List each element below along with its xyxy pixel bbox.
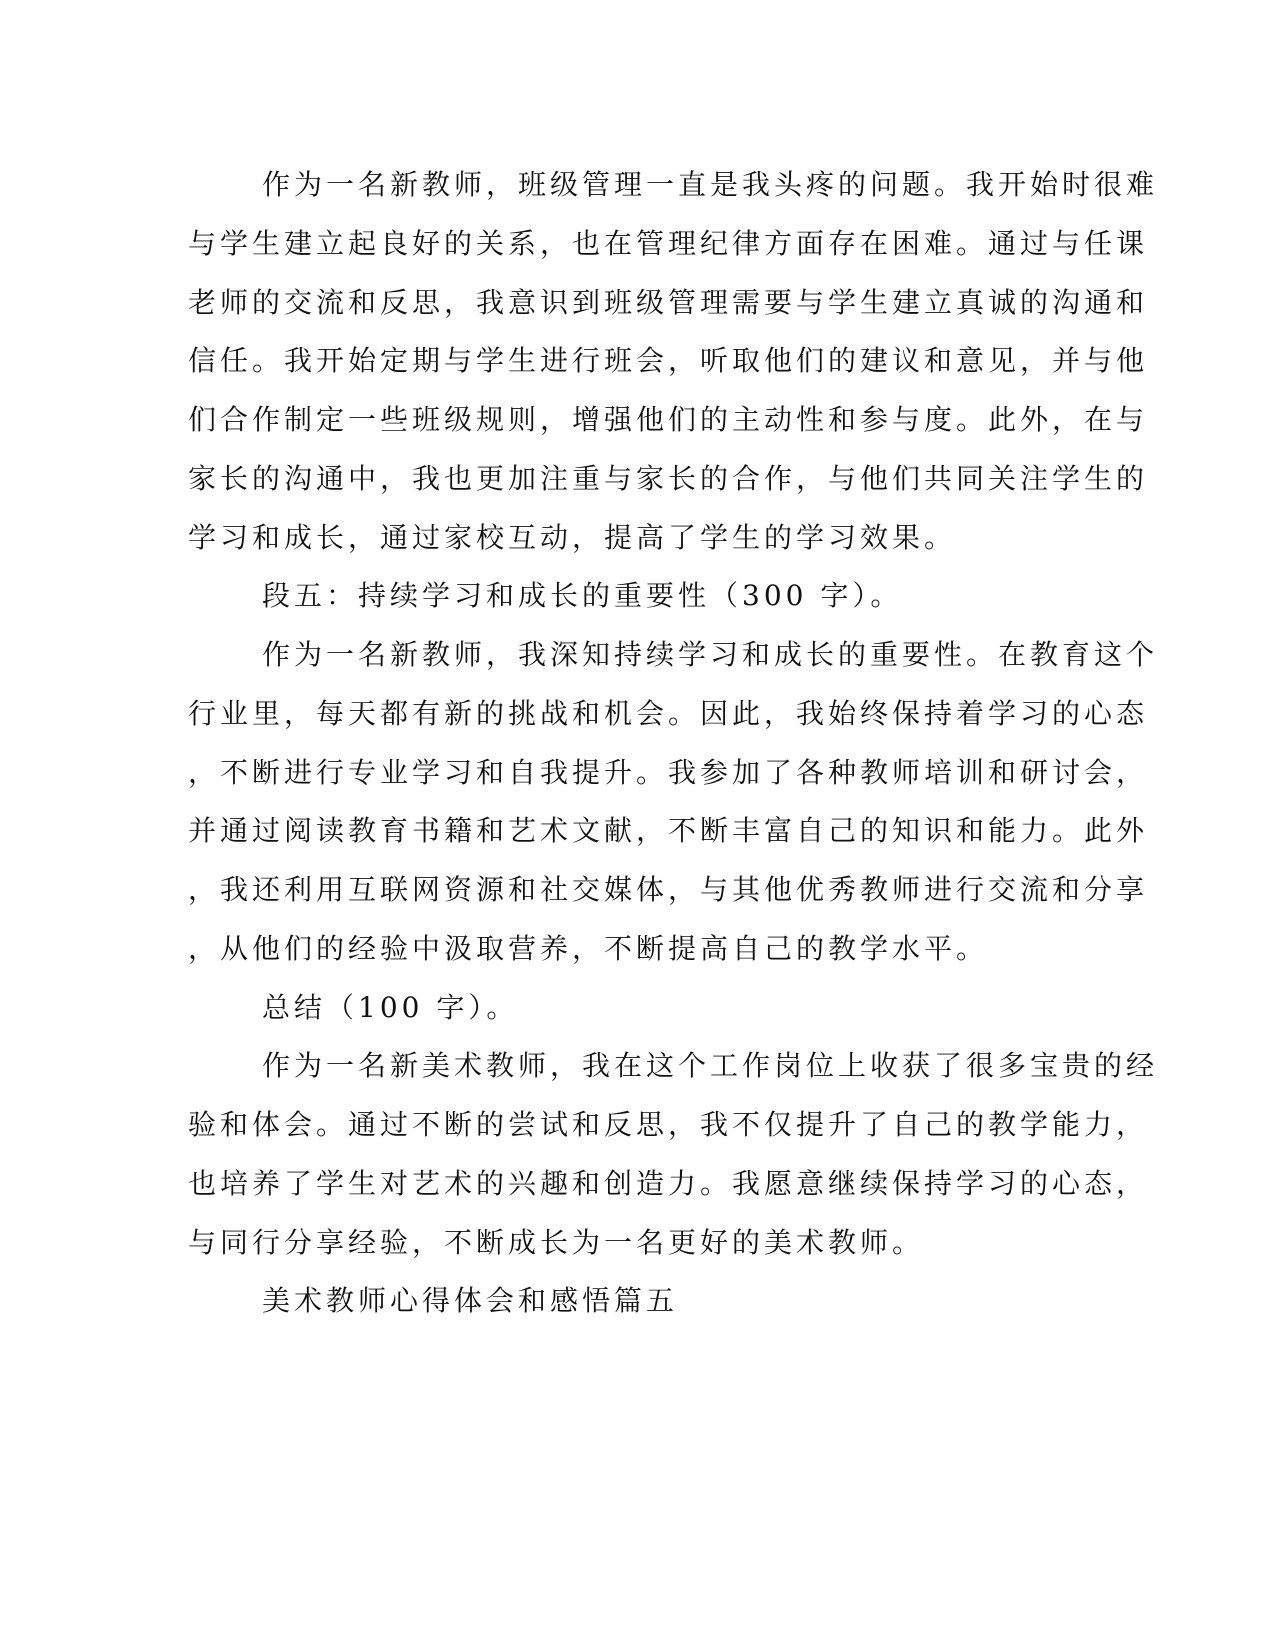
paragraph-line: 与同行分享经验，不断成长为一名更好的美术教师。 <box>188 1225 925 1259</box>
section-heading: 美术教师心得体会和感悟篇五 <box>262 1284 679 1318</box>
paragraph-line: 作为一名新教师，我深知持续学习和成长的重要性。在教育这个 <box>262 638 1159 671</box>
paragraph-line: 信任。我开始定期与学生进行班会，听取他们的建议和意见，并与他 <box>188 344 1149 378</box>
paragraph-line: 行业里，每天都有新的挑战和机会。因此，我始终保持着学习的心态 <box>188 696 1149 730</box>
paragraph-line: 也培养了学生对艺术的兴趣和创造力。我愿意继续保持学习的心态， <box>188 1166 1149 1200</box>
paragraph-line: 作为一名新教师，班级管理一直是我头疼的问题。我开始时很难 <box>262 168 1159 201</box>
paragraph-line: ，从他们的经验中汲取营养，不断提高自己的教学水平。 <box>188 931 989 965</box>
paragraph-line: 们合作制定一些班级规则，增强他们的主动性和参与度。此外，在与 <box>188 403 1149 436</box>
document-body <box>188 156 1159 1331</box>
paragraph-line: 家长的沟通中，我也更加注重与家长的合作，与他们共同关注学生的 <box>188 461 1149 495</box>
section-heading: 总结（100 字）。 <box>262 990 519 1024</box>
section-heading: 段五：持续学习和成长的重要性（300 字）。 <box>262 579 903 613</box>
paragraph-line: 学习和成长，通过家校互动，提高了学生的学习效果。 <box>188 520 957 554</box>
paragraph-line: 与学生建立起良好的关系，也在管理纪律方面存在困难。通过与任课 <box>188 226 1149 260</box>
paragraph-line: 验和体会。通过不断的尝试和反思，我不仅提升了自己的教学能力， <box>188 1108 1149 1141</box>
paragraph-line: 作为一名新美术教师，我在这个工作岗位上收获了很多宝贵的经 <box>262 1049 1159 1083</box>
paragraph-line: ，不断进行专业学习和自我提升。我参加了各种教师培训和研讨会， <box>188 755 1149 789</box>
paragraph-line: 并通过阅读教育书籍和艺术文献，不断丰富自己的知识和能力。此外 <box>188 814 1149 848</box>
paragraph-line: 老师的交流和反思，我意识到班级管理需要与学生建立真诚的沟通和 <box>188 285 1149 319</box>
paragraph-line: ，我还利用互联网资源和社交媒体，与其他优秀教师进行交流和分享 <box>188 873 1149 906</box>
